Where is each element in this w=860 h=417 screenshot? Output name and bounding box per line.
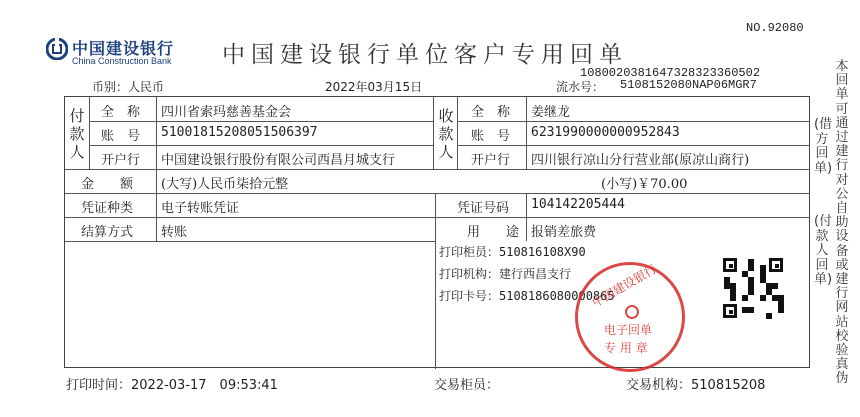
amount-label: 金 额 xyxy=(81,177,134,192)
payer-copy-label: (付款人回单) xyxy=(814,214,833,287)
transaction-org: 交易机构：510815208 xyxy=(626,378,766,393)
payee-account-label: 账 号 xyxy=(471,129,511,144)
bank-logo-name: 中国建设银行 xyxy=(72,39,175,58)
voucher-no: 104142205444 xyxy=(531,197,625,212)
ccb-logo-icon xyxy=(46,38,68,60)
payee-group-label: 收款人 xyxy=(438,107,454,161)
payee-name: 姜继龙 xyxy=(531,105,571,120)
print-org: 打印机构：建行西昌支行 xyxy=(439,267,572,281)
verification-note: 本回单可通过建行对公自助设备或建行网站校验真伪 xyxy=(835,59,849,387)
voucher-type-label: 凭证种类 xyxy=(81,201,134,216)
payer-bank-label: 开户行 xyxy=(101,153,141,168)
print-time: 打印时间：2022-03-17 09:53:41 xyxy=(66,378,278,393)
payer-account: 51001815208051506397 xyxy=(161,125,318,140)
qr-code-icon xyxy=(723,258,785,320)
payer-group-label: 付款人 xyxy=(69,107,85,161)
payer-bank: 中国建设银行股份有限公司西昌月城支行 xyxy=(161,153,396,168)
payer-name: 四川省索玛慈善基金会 xyxy=(161,105,292,120)
transaction-teller: 交易柜员： xyxy=(434,378,500,393)
bank-logo-name-en: China Construction Bank xyxy=(72,56,172,66)
purpose-value: 报销差旅费 xyxy=(531,225,597,240)
payee-bank-label: 开户行 xyxy=(471,153,511,168)
reference-number: 1080020381647328323360502 xyxy=(580,66,761,80)
bank-seal-stamp: 中国建设银行 电子回单 专 用 章 xyxy=(575,262,685,372)
payee-account: 6231990000000952843 xyxy=(531,125,680,140)
payee-bank: 四川银行凉山分行营业部(原凉山商行) xyxy=(531,153,750,168)
document-number: NO.92080 xyxy=(746,21,804,35)
amount-lower: (小写)￥70.00 xyxy=(601,177,688,192)
serial-number: 5108152080NAP06MGR7 xyxy=(620,78,757,92)
stamp-line1: 电子回单 xyxy=(604,323,653,337)
purpose-label: 用 途 xyxy=(467,225,520,240)
payer-name-label: 全 称 xyxy=(101,105,141,120)
print-teller: 打印柜员：510816108X90 xyxy=(439,245,586,259)
stamp-line2: 专 用 章 xyxy=(604,341,648,355)
page-title: 中国建设银行单位客户专用回单 xyxy=(222,42,628,68)
receipt-date: 2022年03月15日 xyxy=(325,80,423,94)
borrower-copy-label: (借方回单) xyxy=(814,117,833,176)
payer-account-label: 账 号 xyxy=(101,129,141,144)
currency-label: 币别：人民币 xyxy=(92,80,165,94)
voucher-no-label: 凭证号码 xyxy=(457,201,510,216)
settlement-label: 结算方式 xyxy=(81,225,134,240)
amount-upper: (大写)人民币柒拾元整 xyxy=(161,177,289,192)
settlement-value: 转账 xyxy=(161,225,188,240)
voucher-type: 电子转账凭证 xyxy=(161,201,240,216)
print-card: 打印卡号：5108186080000865 xyxy=(439,289,615,303)
receipt-table xyxy=(64,96,810,368)
payee-name-label: 全 称 xyxy=(471,105,511,120)
serial-label: 流水号： xyxy=(556,80,605,94)
